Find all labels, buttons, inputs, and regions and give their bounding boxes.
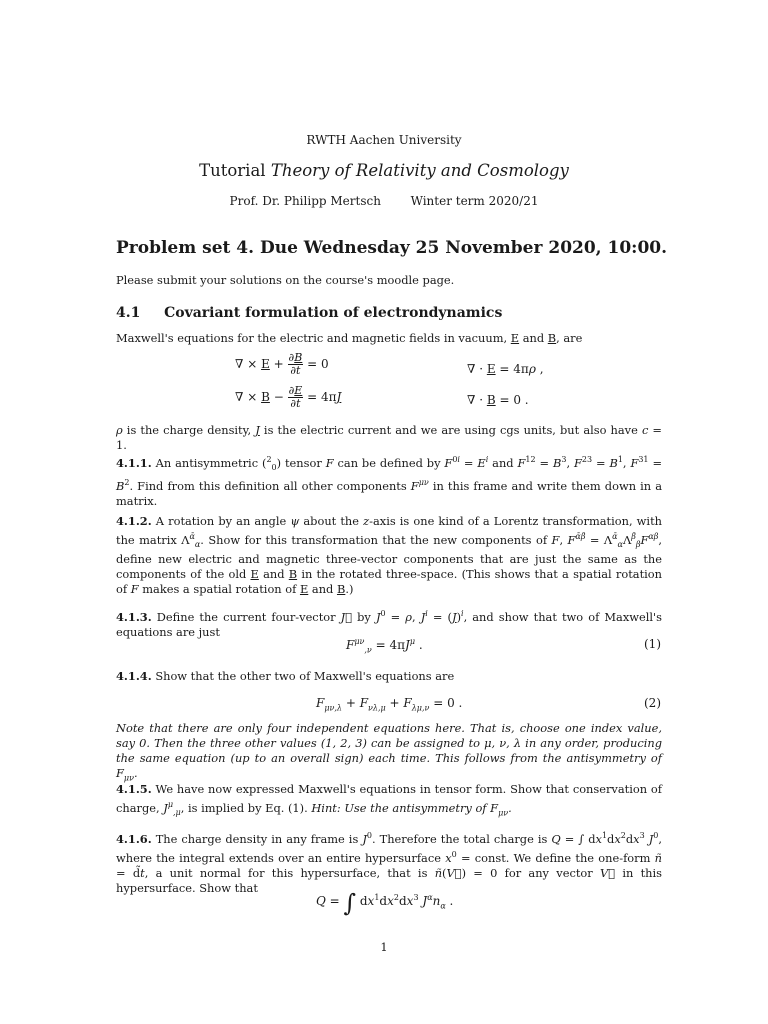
problem-label: 4.1.1.	[116, 455, 152, 470]
equation-1: $F^{\mu\nu}_{,\nu} = 4\pi J^\mu$ .	[346, 637, 423, 655]
problem-4-1-2: 4.1.2. A rotation by an angle ψ about the z-axis is one kind of a Lorentz transformation, with the matrix $\Lambda^ᾱ_\alpha$. Show for this transformation that the new components of F, $F^{ᾱ\betā} = \Lambda^ᾱ_\alpha\Lambda^{\betā}_\beta F^{\alpha\beta}$, define new electric and magnetic three-vector components that are just the same as the components of the old E and B in the rotated three-space. (This shows that a spatial rotation of F makes a spatial rotation of E and B.)	[116, 514, 662, 597]
problem-set-title: Problem set 4. Due Wednesday 25 November 2020, 10:00.	[116, 238, 668, 258]
maxwell-eq-2: ∇ · E = 4πρ ,	[467, 362, 544, 376]
section-heading	[116, 305, 502, 321]
course-name: Theory of Relativity and Cosmology	[270, 161, 569, 180]
intro-text: Maxwell's equations for the electric and magnetic fields in vacuum, E and B, are	[116, 331, 583, 345]
problem-text: Show that the other two of Maxwell's equations are	[155, 669, 455, 683]
problem-4-1-1: 4.1.1. An antisymmetric ($^2_0$) tensor F can be defined by $F^{0i} = E^i$ and $F^{12} = B^3$, $F^{23} = B^1$, $F^{31} = B^2$. Find from this definition all other components $F^{\mu\nu}$ in this frame and write them down in a matrix.	[116, 455, 662, 508]
equation-charge: Q = ∫ $dx^1dx^2dx^3$ $J^\alpha n_\alpha$ .	[316, 889, 454, 917]
term: Winter term 2020/21	[410, 194, 539, 208]
problem-label: 4.1.5.	[116, 782, 152, 796]
problem-4-1-6: 4.1.6. The charge density in any frame is $J^0$. Therefore the total charge is Q = ∫ $dx^1dx^2dx^3$ $J^0$, where the integral extends over an entire hypersurface $x^0$ = const. We define the one-form ñ = d̃t, a unit normal for this hypersurface, that is ñ(V⃗) = 0 for any vector V⃗ in this hypersurface. Show that	[116, 831, 662, 895]
problem-label: 4.1.6.	[116, 831, 152, 846]
maxwell-eq-3: ∇ × B − $\frac{\partial E}{\partial t}$ = 4πJ	[235, 384, 342, 410]
problem-label: 4.1.4.	[116, 669, 152, 683]
problem-4-1-4	[116, 669, 662, 684]
submit-note: Please submit your solutions on the course's moodle page.	[116, 273, 455, 287]
problem-label: 4.1.2.	[116, 514, 152, 528]
course-title	[0, 161, 768, 180]
problem-4-1-3: 4.1.3. Define the current four-vector J⃗ by $J^0 = \rho$, $J^i = (J)^i$, and show that two of Maxwell's equations are just	[116, 609, 663, 639]
maxwell-eq-1: ∇ × E + $\frac{\partial B}{\partial t}$ = 0	[235, 351, 329, 377]
tutorial-prefix: Tutorial	[199, 161, 266, 180]
section-number: 4.1	[116, 305, 141, 321]
charge-density-text: ρ is the charge density, J is the electric current and we are using cgs units, but also have c = 1.	[116, 423, 662, 452]
equation-1-number: (1)	[644, 637, 661, 651]
section-title: Covariant formulation of electrondynamics	[164, 305, 503, 321]
page-number: 1	[380, 940, 388, 954]
university-name: RWTH Aachen University	[306, 133, 462, 147]
note-4-1-4: Note that there are only four independent equations here. That is, choose one index value, say 0. Then the three other values (1, 2, 3) can be assigned to μ, ν, λ in any order, producing the same equation (up to an overall sign) each time. This follows from the antisymmetry of $F_{\mu\nu}$.	[116, 721, 663, 783]
equation-2: $F_{\mu\nu,\lambda} + F_{\nu\lambda,\mu} + F_{\lambda\mu,\nu} = 0$ .	[316, 696, 463, 713]
lecturer-term	[0, 194, 768, 209]
maxwell-eq-4: ∇ · B = 0 .	[467, 393, 529, 407]
equation-2-number: (2)	[644, 696, 661, 710]
problem-label: 4.1.3.	[116, 609, 152, 624]
problem-4-1-5: 4.1.5. We have now expressed Maxwell's equations in tensor form. Show that conservation of charge, $J^\mu_{,\mu}$, is implied by Eq. (1). Hint: Use the antisymmetry of $F_{\mu\nu}$.	[116, 782, 662, 818]
lecturer-name: Prof. Dr. Philipp Mertsch	[229, 194, 381, 208]
